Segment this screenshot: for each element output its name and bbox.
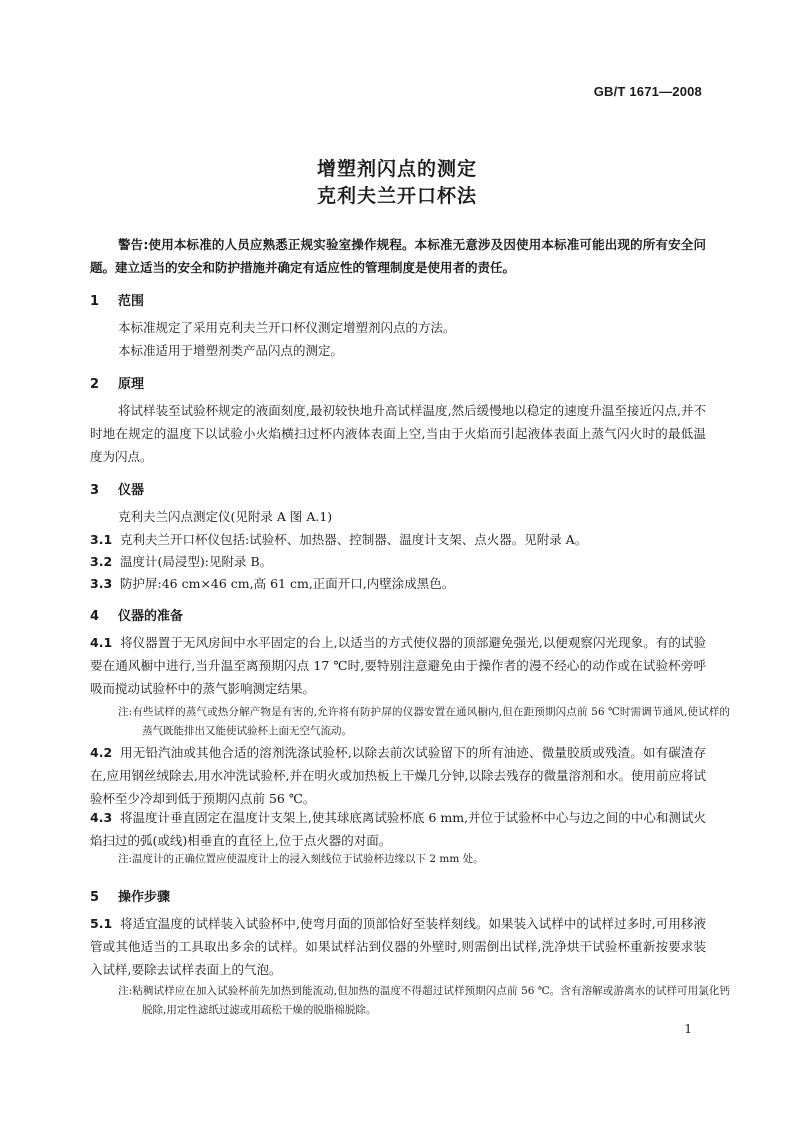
section-number: 1 (90, 294, 100, 309)
paragraph: 本标准适用于增塑剂类产品闪点的测定。 (118, 343, 344, 358)
section-number: 3 (90, 483, 100, 498)
clause-text: 温度计(局浸型):见附录 B。 (120, 554, 273, 569)
clause-4-2 (90, 741, 706, 810)
section-number: 5 (90, 890, 100, 905)
section-number: 4 (90, 609, 100, 624)
standard-number: GB/T 1671—2008 (593, 84, 702, 99)
section-heading-apparatus (90, 479, 144, 498)
clause-4-3 (90, 806, 706, 852)
clause-text: 用无铅汽油或其他合适的溶剂洗涤试验杯,以除去前次试验留下的所有油迹、微量胶质或残渣。如有碳渣存在,应用钢丝绒除去,用水冲洗试验杯,并在明火或加热板上干燥几分钟,以除去残存的微量溶剂和水。使用前应将试验杯至少冷却到低于预期闪点前 56 ℃。 (90, 745, 706, 806)
warning-paragraph: 警告:使用本标准的人员应熟悉正规实验室操作规程。本标准无意涉及因使用本标准可能出现的所有安全问题。建立适当的安全和防护措施并确定有适应性的管理制度是使用者的责任。 (90, 237, 706, 275)
document-subtitle: 克利夫兰开口杯法 (316, 185, 477, 207)
clause-text: 将适宜温度的试样装入试验杯中,使弯月面的顶部恰好至装样刻线。如果装入试样中的试样过多时,可用移液管或其他适当的工具取出多余的试样。如果试样沾到仪器的外壁时,则需倒出试样,洗净烘干试验杯重新按要求装入试样,要除去试样表面上的气泡。 (90, 916, 706, 977)
page-number: 1 (684, 1022, 692, 1036)
clause-text: 防护屏:46 cm×46 cm,高 61 cm,正面开口,内壁涂成黑色。 (120, 576, 455, 591)
paragraph: 克利夫兰闪点测定仪(见附录 A 图 A.1) (118, 509, 333, 524)
clause-3-1 (90, 528, 706, 551)
section-heading-preparation (90, 605, 183, 624)
clause-number: 5.1 (90, 916, 113, 931)
paragraph: 将试样装至试验杯规定的液面刻度,最初较快地升高试样温度,然后缓慢地以稳定的速度升温至接近闪点,并不时地在规定的温度下以试验小火焰横扫过杯内液体表面上空,当由于火焰而引起液体表面上蒸气闪火时的最低温度为闪点。 (90, 403, 706, 464)
note: 注:粘稠试样应在加入试验杯前先加热到能流动,但加热的温度不得超过试样预期闪点前 56 ℃。含有溶解或游离水的试样可用氯化钙脱除,用定性滤纸过滤或用疏松干燥的脱脂棉脱除。 (118, 985, 730, 1016)
clause-3-2 (90, 550, 706, 573)
clause-4-1 (90, 631, 706, 700)
clause-text: 将温度计垂直固定在温度计支架上,使其球底离试验杯底 6 mm,并位于试验杯中心与边之间的中心和测试火焰扫过的弧(或线)相垂直的直径上,位于点火器的对面。 (90, 810, 706, 848)
section-title: 仪器 (118, 483, 145, 498)
clause-number: 3.1 (90, 532, 113, 547)
note: 注:温度计的正确位置应使温度计上的浸入刻线位于试验杯边缘以下 2 mm 处。 (118, 853, 484, 865)
document-title: 增塑剂闪点的测定 (316, 158, 477, 180)
note: 注:有些试样的蒸气或热分解产物是有害的,允许将有防护屏的仪器安置在通风橱内,但在距预期闪点前 56 ℃时需调节通风,使试样的蒸气既能排出又能使试验杯上面无空气流动。 (118, 706, 730, 737)
paragraph: 本标准规定了采用克利夫兰开口杯仪测定增塑剂闪点的方法。 (118, 320, 456, 335)
section-title: 操作步骤 (118, 890, 171, 905)
section-heading-scope (90, 290, 144, 309)
section-title: 原理 (118, 377, 145, 392)
clause-text: 克利夫兰开口杯仪包括:试验杯、加热器、控制器、温度计支架、点火器。见附录 A。 (120, 532, 588, 547)
clause-5-1 (90, 912, 706, 981)
clause-number: 4.2 (90, 745, 113, 760)
clause-number: 3.3 (90, 576, 113, 591)
clause-text: 将仪器置于无风房间中水平固定的台上,以适当的方式使仪器的顶部避免强光,以便观察闪光现象。有的试验要在通风橱中进行,当升温至离预期闪点 17 ℃时,要特别注意避免由于操作者的漫不经心的动作或在试验杯旁呼吸而搅动试验杯中的蒸气影响测定结果。 (90, 635, 706, 696)
section-heading-procedure (90, 886, 170, 905)
clause-3-3 (90, 572, 706, 595)
section-heading-principle (90, 373, 144, 392)
clause-number: 4.3 (90, 810, 113, 825)
section-title: 范围 (118, 294, 145, 309)
clause-number: 4.1 (90, 635, 113, 650)
section-number: 2 (90, 377, 100, 392)
clause-number: 3.2 (90, 554, 113, 569)
section-title: 仪器的准备 (118, 609, 184, 624)
